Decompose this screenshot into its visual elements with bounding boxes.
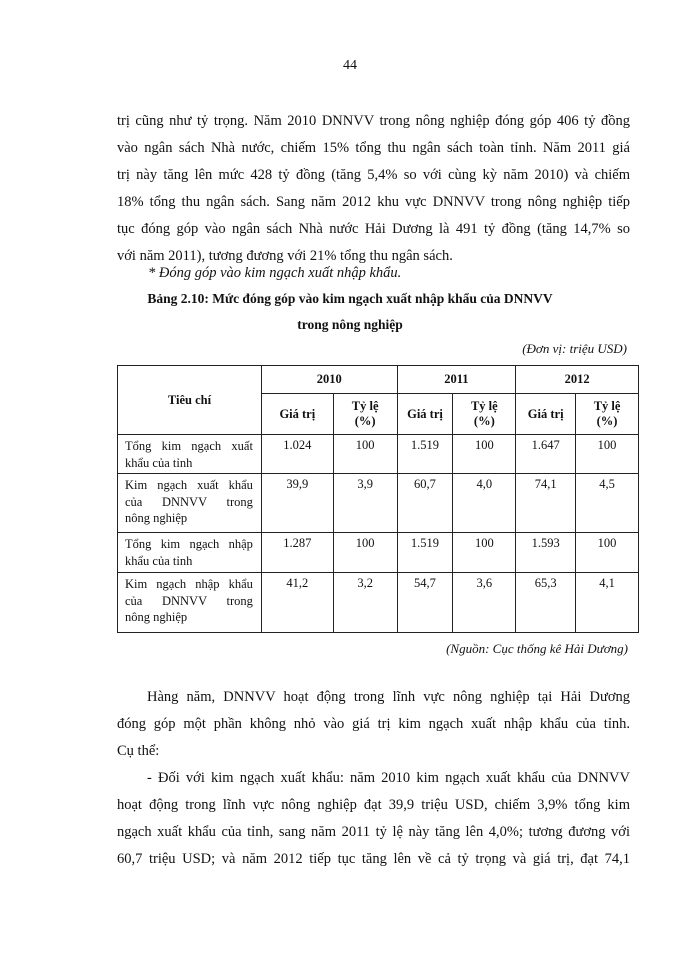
import-export-table xyxy=(117,365,639,633)
ratio-cell: 100 xyxy=(453,435,516,474)
value-cell: 60,7 xyxy=(397,474,453,533)
table-header-row xyxy=(118,366,639,394)
year-header: 2012 xyxy=(516,366,639,394)
text-line: trị này tăng lên mức 428 tỷ đồng (tăng 5,4% so với cùng kỳ năm 2010) và chiếm xyxy=(117,167,630,183)
paragraph-intro xyxy=(117,684,630,765)
table-row xyxy=(118,474,639,533)
value-cell: 1.519 xyxy=(397,533,453,573)
year-header: 2011 xyxy=(397,366,516,394)
text-line: vào ngân sách Nhà nước, chiếm 15% tổng thu ngân sách toàn tỉnh. Năm 2011 giá xyxy=(117,140,630,156)
ratio-cell: 100 xyxy=(453,533,516,573)
criteria-header: Tiêu chí xyxy=(118,366,262,435)
ratio-cell: 3,2 xyxy=(333,573,397,633)
table-row xyxy=(118,435,639,474)
text-line: - Đối với kim ngạch xuất khẩu: năm 2010 kim ngạch xuất khẩu của DNNVV xyxy=(147,770,630,786)
value-cell: 54,7 xyxy=(397,573,453,633)
criteria-cell: Kim ngạch nhập khẩu của DNNVV trong nông nghiệp xyxy=(118,573,262,633)
value-cell: 1.287 xyxy=(261,533,333,573)
ratio-cell: 4,5 xyxy=(576,474,639,533)
text-line: hoạt động trong lĩnh vực nông nghiệp đạt 39,9 triệu USD, chiếm 3,9% tổng kim xyxy=(117,797,630,813)
ratio-cell: 100 xyxy=(333,533,397,573)
table-row xyxy=(118,573,639,633)
year-header: 2010 xyxy=(261,366,397,394)
value-cell: 41,2 xyxy=(261,573,333,633)
ratio-cell: 100 xyxy=(576,435,639,474)
table-title-continued: trong nông nghiệp xyxy=(297,317,403,332)
ratio-cell: 3,6 xyxy=(453,573,516,633)
text-line: Cụ thể: xyxy=(117,743,160,759)
unit-note: (Đơn vị: triệu USD) xyxy=(522,341,627,356)
table-title: Bảng 2.10: Mức đóng góp vào kim ngạch xuất nhập khẩu của DNNVV xyxy=(147,291,553,306)
text-line: ngạch xuất khẩu của tỉnh, sang năm 2011 tỷ lệ này tăng lên 4,0%; tương đương với xyxy=(117,824,630,840)
value-header: Giá trị xyxy=(397,394,453,435)
table-row xyxy=(118,533,639,573)
ratio-header: Tỷ lệ (%) xyxy=(576,394,639,435)
text-line: trị cũng như tỷ trọng. Năm 2010 DNNVV trong nông nghiệp đóng góp 406 tỷ đồng xyxy=(117,113,630,129)
text-line: với năm 2011), tương đương với 21% tổng thu ngân sách. xyxy=(117,248,453,264)
page-number: 44 xyxy=(343,58,357,73)
text-line: 60,7 triệu USD; và năm 2012 tiếp tục tăng lên về cả tỷ trọng và giá trị, đạt 74,1 xyxy=(117,851,630,867)
text-line: Hàng năm, DNNVV hoạt động trong lĩnh vực nông nghiệp tại Hải Dương xyxy=(147,689,630,705)
ratio-cell: 100 xyxy=(333,435,397,474)
ratio-cell: 3,9 xyxy=(333,474,397,533)
source-note: (Nguồn: Cục thống kê Hải Dương) xyxy=(446,641,628,656)
value-cell: 1.647 xyxy=(516,435,576,474)
paragraph-export xyxy=(117,765,630,873)
text-line: 18% tổng thu ngân sách. Sang năm 2012 khu vực DNNVV trong nông nghiệp tiếp xyxy=(117,194,630,210)
value-cell: 1.593 xyxy=(516,533,576,573)
value-header: Giá trị xyxy=(261,394,333,435)
ratio-cell: 4,1 xyxy=(576,573,639,633)
text-line: tục đóng góp vào ngân sách Nhà nước Hải Dương là 491 tỷ đồng (tăng 14,7% so xyxy=(117,221,630,237)
ratio-cell: 100 xyxy=(576,533,639,573)
section-heading: * Đóng góp vào kim ngạch xuất nhập khẩu. xyxy=(148,265,402,281)
text-line: đóng góp một phần không nhỏ vào giá trị kim ngạch xuất nhập khẩu của tỉnh. xyxy=(117,716,630,732)
paragraph-budget-contribution xyxy=(117,108,630,270)
value-cell: 74,1 xyxy=(516,474,576,533)
ratio-header: Tỷ lệ (%) xyxy=(333,394,397,435)
criteria-cell: Kim ngạch xuất khẩu của DNNVV trong nông nghiệp xyxy=(118,474,262,533)
criteria-cell: Tổng kim ngạch xuất khẩu của tỉnh xyxy=(118,435,262,474)
criteria-cell: Tổng kim ngạch nhập khẩu của tỉnh xyxy=(118,533,262,573)
ratio-header: Tỷ lệ (%) xyxy=(453,394,516,435)
value-cell: 39,9 xyxy=(261,474,333,533)
ratio-cell: 4,0 xyxy=(453,474,516,533)
value-cell: 1.519 xyxy=(397,435,453,474)
value-cell: 65,3 xyxy=(516,573,576,633)
value-cell: 1.024 xyxy=(261,435,333,474)
value-header: Giá trị xyxy=(516,394,576,435)
